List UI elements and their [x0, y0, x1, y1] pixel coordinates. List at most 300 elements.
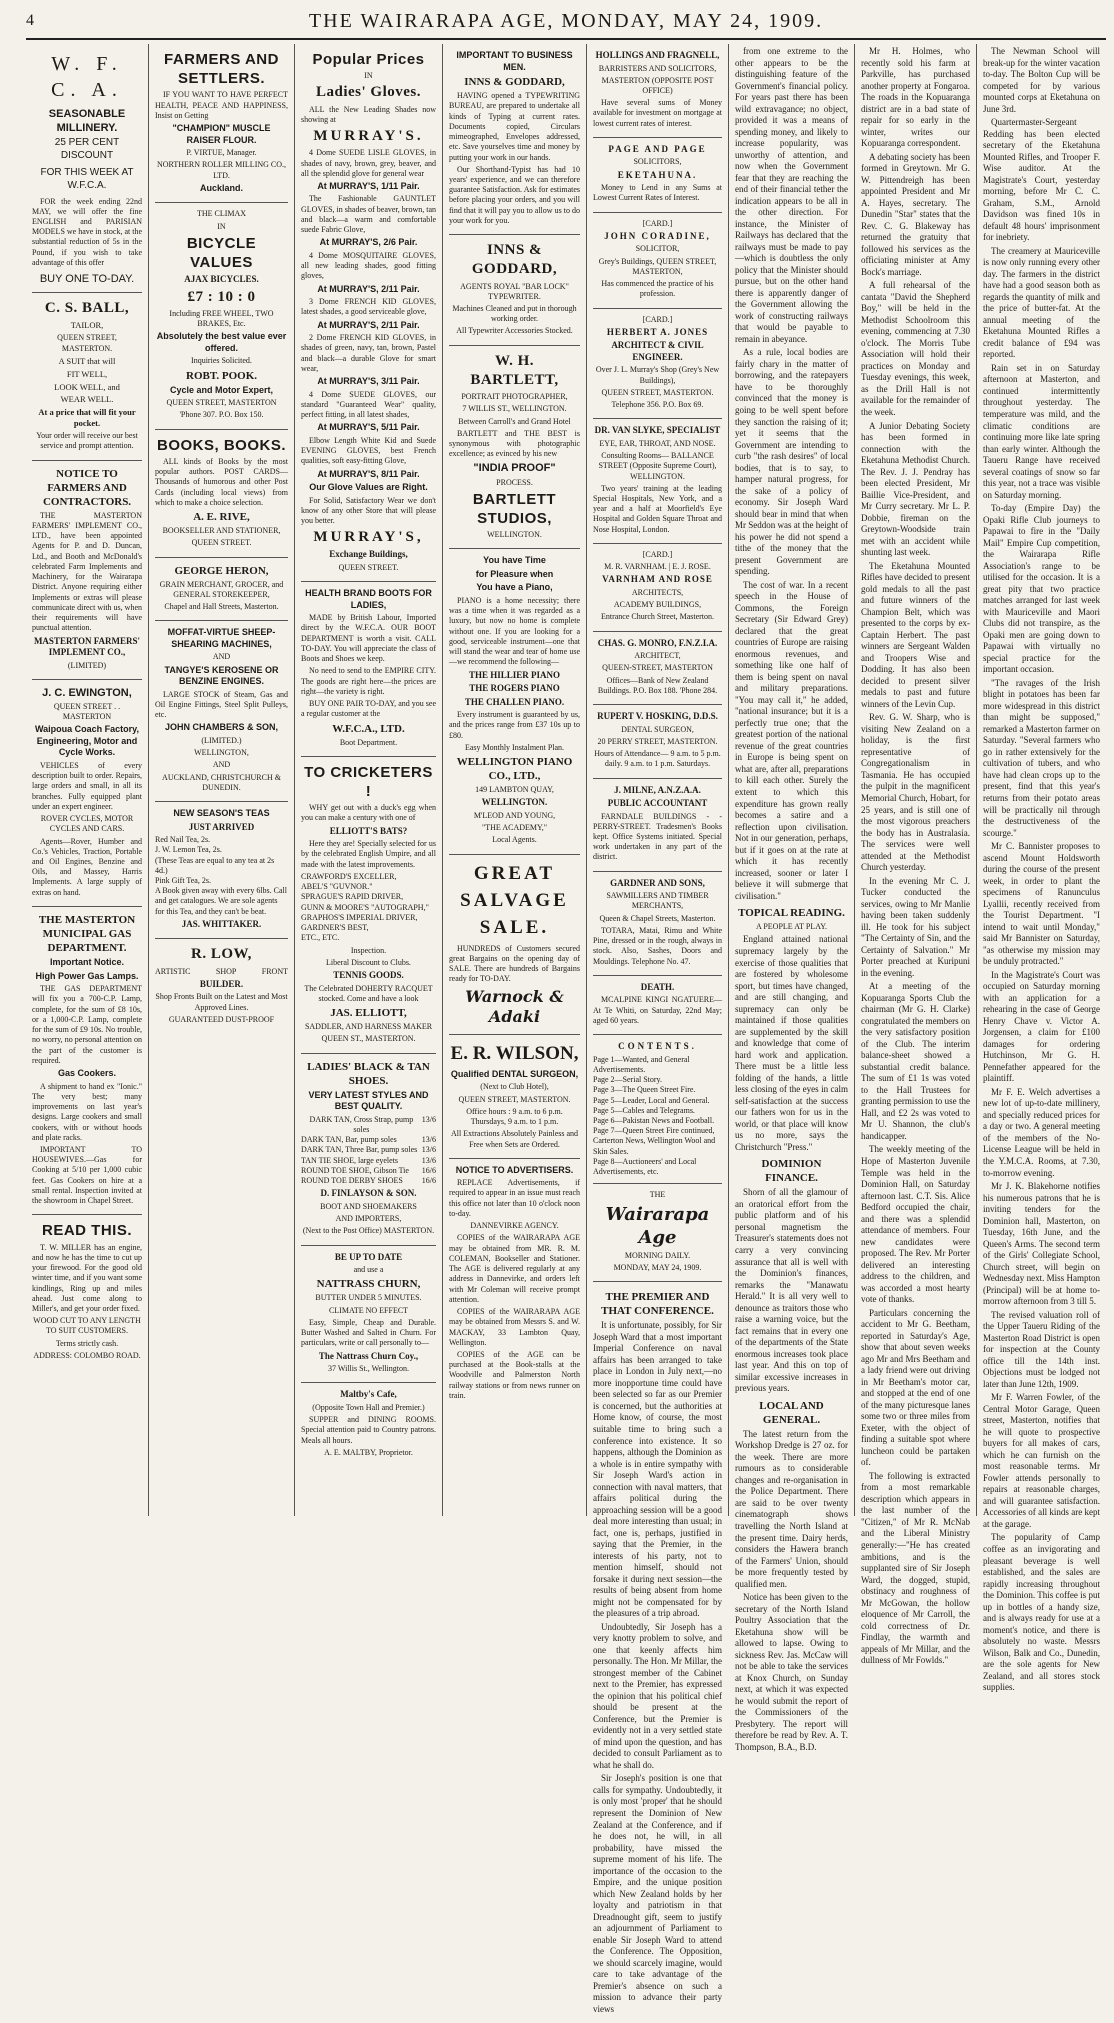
ad-liberal: Liberal Discount to Clubs. [326, 957, 411, 967]
list-item: Page 6—Pakistan News and Football. [593, 1116, 715, 1126]
teas-ad [155, 802, 288, 939]
ad-extra: Two years' training at the leading Special Hospitals, New York, and a year and a half at Moorfield's Eye Hospital and Golden Square Throat and Nose Hospital, London. [593, 483, 722, 534]
hollings-ad [593, 44, 722, 138]
ad-wood: WOOD CUT TO ANY LENGTH TO SUIT CUSTOMERS. [33, 1316, 141, 1336]
low-builder-ad [155, 939, 288, 1033]
article-paragraph: England attained national supremacy largely by the exercise of those qualities that are fostered by wholesome sport, but times have changed, and are still changing, and supremacy can only be maintained if those qualities are supplemented by the skill and knowledge that come of hard work and application. There must be a little less folding of the hands, a little less closing of the eyes in calm self-satisfaction at the success our fathers won for us in the world, or that place will know us no more, says the Christchurch "Press." [735, 934, 848, 1152]
list-item: GARDNER'S BEST, [301, 923, 369, 933]
gas-department-ad [32, 907, 142, 1215]
ad-dept: Boot Department. [339, 737, 398, 747]
ad-body: ALL kinds of Books by the most popular authors. POST CARDS—Thousands of humorous and other Post Cards (including local views) from which to make a choice selection. [155, 456, 288, 507]
glove-price: At MURRAY'S, 2/6 Pair. [319, 237, 418, 248]
ad-agents: Agents—Rover, Humber and Co.'s Vehicles, Traction, Portable and Oil Engines, Benzine and Oils, and Massey, Harris Implements. A large supply of extras on hand. [32, 836, 142, 897]
article-paragraph: The weekly meeting of the Hope of Masterton Juvenile Temple was held in the Dominion Hall, on Saturday afternoon last. C.T. Sis. Alice Bedford occupied the chair, and there was a splendid attendance of members. Four new candidates were proposed. The Rev. Mr Porter delivered an interesting address to the children, and was accorded a most hearty vote of thanks. [861, 1144, 970, 1305]
list-item: Page 3—The Queen Street Fire. [593, 1085, 696, 1095]
list-item: Page 2—Serial Story. [593, 1075, 663, 1085]
ad-copies3: COPIES of the AGE can be purchased at the Book-stalls at the Woodville and Palmerston North railway stations or from news runner on train. [449, 1350, 580, 1400]
ad-agency: DANNEVIRKE AGENCY. [470, 1221, 559, 1231]
card-label: [CARD.] [642, 314, 673, 324]
ad-solid: For Solid, Satisfactory Wear we don't know of any other Store that will please you better. [301, 495, 436, 526]
ad-trade: SADDLER, AND HARNESS MAKER [304, 1022, 433, 1032]
coradine-card [593, 213, 722, 309]
newspaper-title: THE WAIRARAPA AGE, MONDAY, MAY 24, 1909. [308, 10, 824, 32]
list-item: GRAPHOS'S IMPERIAL DRIVER, [301, 912, 418, 922]
ad-name: INNS & GODDARD, [464, 76, 565, 89]
wilson-dentist-ad [449, 1035, 580, 1159]
ad-trade: DENTAL SURGEON, [621, 724, 694, 734]
ad-addr: Grey's Buildings, QUEEN STREET, MASTERTON, [598, 256, 717, 276]
ad-includes: Including FREE WHEEL, TWO BRAKES, Etc. [169, 308, 274, 329]
mast-the: THE [649, 1190, 666, 1200]
ad-head: You have a Piano, [476, 582, 553, 593]
ad-rovers: ROVER CYCLES, MOTOR CYCLES AND CARS. [40, 814, 134, 834]
ad-inq: Inquiries Solicited. [191, 356, 252, 366]
ad-price: £7 : 10 : 0 [187, 288, 256, 305]
ad-city: WELLINGTON. [487, 530, 542, 540]
ad-title: LADIES' BLACK & TAN SHOES. [307, 1060, 430, 1087]
wfca-logo: W. F. C. A. [51, 53, 123, 101]
ad-cookers: Gas Cookers. [57, 1068, 117, 1079]
ad-hours: Office hours : 9 a.m. to 6 p.m. Thursdays, 9 a.m. to 1 p.m. [466, 1106, 563, 1127]
ad-body: THE MASTERTON FARMERS' IMPLEMENT CO., LTD., have been appointed Agents for P. and D. Duncan, Ltd., and Booth and McDonald's celebrated Farm Implements and Machinery, for the Wairarapa District. Anyone requiring either Implements or extras will please communicate direct with us, when their requirements will have punctual attention. [32, 510, 142, 633]
ad-line: LOOK WELL, and [54, 381, 120, 392]
ad-trade: TAILOR, [70, 320, 104, 331]
page-number: 4 [26, 12, 34, 29]
ad-title: TO CRICKETERS ! [304, 763, 433, 801]
glove-price: At MURRAY'S, 8/11 Pair. [317, 468, 420, 479]
ad-terms: Easy Monthly Instalment Plan. [464, 742, 565, 752]
ad-trade: SOLICITOR, [635, 244, 680, 254]
column-4 [442, 44, 586, 1516]
ad-best: Absolutely the best value ever offered. [156, 331, 287, 353]
ad-body: SUPPER and DINING ROOMS. Special attention paid to Country patrons. Meals all hours. [301, 1415, 436, 1445]
ad-name: JAS. ELLIOTT, [330, 1007, 407, 1020]
article-paragraph: In the Magistrate's Court was occupied on Saturday morning with an application for a rehearing in the case of George Henry Chave v. Victor A. Jorgensen, a claim for £100 damages for ordering Hutchinson, Mr G. H. Pennefather appeared for the plaintiff. [983, 969, 1100, 1084]
ad-buy: BUY ONE PAIR TO-DAY, and you see a regular customer at the [301, 699, 436, 719]
ad-body: BARTLETT and THE BEST is synonymous with photographic excellence; as evinced by his new [449, 428, 580, 459]
ad-phone: Telephone 356. P.O. Box 69. [611, 400, 704, 410]
ad-name: J. C. EWINGTON, [42, 686, 132, 699]
ad-note: Your order will receive our best service and prompt attention. [36, 431, 138, 451]
ad-bldg: ACADEMY BUILDINGS, [613, 600, 702, 610]
ad-imp: AND IMPORTERS, [335, 1214, 402, 1224]
column-3 [294, 44, 442, 1516]
article-paragraph: The latest return from the Workshop Dredge is 27 oz. for the week. There are more rumours as to considerable changes and re-organisation in the Police Department. There are said to be over twenty cinematograph shows travelling the North Island at the present time. Dairy herds, considers the Hawera branch of the Farmers' Union, should be more frequently tested by qualified men. [735, 1428, 848, 1589]
hosking-ad [593, 705, 722, 778]
column-7 [854, 44, 976, 1666]
article-paragraph: A Junior Debating Society has been formed in connection with the Eketahuna Methodist Church. The Rev. J. J. Pendray has been elected President, Mr Baillie Vice-President, and Mr Curry secretary. Mr L. P. Dobbie, fireman on the Greytown-Woodside train met with an accident while shunting last week. [861, 420, 970, 558]
ad-body: Have several sums of Money available for investment on mortgage at lowest current rates of interest. [593, 98, 722, 128]
ewington-ad [32, 680, 142, 907]
ad-sub: VERY LATEST STYLES AND BEST QUALITY. [308, 1089, 429, 1112]
ad-addr: MASTERTON (OPPOSITE POST OFFICE) [601, 75, 714, 95]
mast-name: Wairarapa Age [605, 1203, 710, 1248]
glove-item: The Fashionable GAUNTLET GLOVES, in shades of beaver, brown, tan and black—a warm and comfortable suede Fabric Glove, [301, 194, 436, 235]
article-paragraph: Mr J. K. Blakehorne notifies his numerous patrons that he is inviting tenders for the Dominion hall, Masterton, on Tuesday, 16th June, and the Queen's Arms. The second term of the Girls' Collegiate School, Church street, will begin on Wednesday next. Miss Hampton (Principal) will be at home to-morrow afternoon from 3 till 5. [983, 1181, 1100, 1307]
ad-copies2: COPIES of the WAIRARAPA AGE may be obtained from Messrs S. and W. MACKAY, 33 Lambton Quay, Wellington. [449, 1307, 580, 1347]
list-item: CRAWFORD'S EXCELLER, [301, 871, 397, 881]
ad-trade: Qualified DENTAL SURGEON, [450, 1068, 579, 1079]
ad-address: ADDRESS: COLOMBO ROAD. [33, 1350, 141, 1360]
table-row: ROUND TOE DERBY SHOES 16/6 [301, 1176, 436, 1186]
ad-line: FIT WELL, [66, 368, 108, 379]
list-item: Page 8—Auctioneers' and Local Advertisements, etc. [593, 1156, 697, 1177]
columns [26, 44, 1106, 2014]
mast-date: MONDAY, MAY 24, 1909. [613, 1262, 702, 1272]
ad-sub: BUTTER UNDER 5 MINUTES. [315, 1293, 422, 1303]
ad-title: SEASONABLE MILLINERY. [48, 108, 126, 135]
ad-office: Offices—Bank of New Zealand Buildings. P.O. Box 188. 'Phone 284. [597, 675, 718, 695]
ad-name: PAGE AND PAGE [608, 143, 707, 154]
ad-tennis: TENNIS GOODS. [333, 970, 404, 981]
column-5 [586, 44, 728, 2014]
ad-title: NOTICE TO ADVERTISERS. [455, 1164, 574, 1175]
article-paragraph: A debating society has been formed in Greytown. Mr G. W. Pittendreigh has been appointed President and Mr A. Hayes, secretary. The Dunedin "Star" states that the Rev. C. G. Blakeway has returned the gratuity that followed his services as the officiating minister at Amy Bock's marriage. [861, 151, 970, 277]
ad-company: MASTERTON FARMERS' IMPLEMENT CO., [33, 635, 141, 658]
ad-pre: THE CLIMAX [196, 209, 247, 219]
glove-price: At MURRAY'S, 2/11 Pair. [317, 283, 420, 294]
nattrass-churn-ad [301, 1246, 436, 1384]
ad-name: W. H. BARTLETT, [470, 352, 559, 388]
ad-body: REPLACE Advertisements, if required to appear in an issue must reach this office not later than 10 o'clock noon to-day. [449, 1178, 580, 1218]
ad-process: PROCESS. [496, 477, 533, 487]
list-item: THE HILLIER PIANO [468, 669, 561, 680]
article-paragraph: Mr F. Warren Fowler, of the Central Motor Garage, Queen street, Masterton, notifies that he will quote to prospective buyers for all makes of cars, which he can furnish on the most reasonable terms. Mr Fowler attends personally to repairs at reasonable charges, and will guarantee satisfaction. Accessories of all kinds are kept at the garage. [983, 1392, 1100, 1529]
ad-name: A. E. RIVE, [193, 511, 250, 524]
list-item: (These Teas are equal to any tea at 2s 4d.) [155, 855, 275, 875]
ad-name: JOHN CORADINE, [604, 230, 711, 241]
ad-extra: Our Shorthand-Typist has had 10 years' experience, and we can therefore guarantee Satisfaction. Ask for estimates before placing your orders, and you will find that it will pay you to allow us to do your work for you. [449, 164, 580, 225]
ad-painless: All Extractions Absolutely Painless and Free when Sets are Ordered. [450, 1129, 579, 1149]
list-item: J. W. Lemon Tea, 2s. [155, 845, 222, 855]
ad-discount: 25 PER CENT DISCOUNT [54, 137, 120, 162]
ad-body: TOTARA, Matai, Rimu and White Pine, dressed or in the rough, always in stock. Also, Sashes, Doors and Mouldings. Telephone No. 47. [593, 925, 722, 966]
editorial-masthead [593, 1184, 722, 1282]
ad-trade: EYE, EAR, THROAT, AND NOSE. [599, 438, 716, 448]
table-row: DARK TAN, Cross Strap, pump soles 13/6 [309, 1114, 436, 1134]
ad-title: GARDNER AND SONS, [610, 877, 705, 888]
article-paragraph: The Newman School will break-up for the winter vacation to-day. The Bolton Cup will be competed for by various mounted corps at Eketahuna on June 3rd. [983, 46, 1100, 114]
ad-street: QUEEN ST., MASTERTON. [321, 1034, 416, 1044]
ad-store: W.F.C.A., LTD. [332, 722, 405, 735]
ad-city: WELLINGTON, [194, 748, 249, 758]
ad-addr: Chapel and Hall Streets, Masterton. [164, 602, 279, 612]
ad-trade: BOOKSELLER AND STATIONER, [162, 526, 281, 536]
article-paragraph: Rain set in on Saturday afternoon at Masterton, and continued intermittently throughout yesterday. The temperature was mild, and the climatic conditions are continuing more like late spring than early winter. Although the Taueru Range have received several coatings of snow so far this year, not a trace was visible on Saturday morning. [983, 362, 1100, 500]
ad-body: FOR the week ending 22nd MAY, we will offer the fine ENGLISH and PARISIAN MODELS we have in stock, at the substantial reduction of 5s in the Pound, if you wish to take advantage of this offer [32, 196, 142, 267]
list-item: THE CHALLEN PIANO. [464, 696, 565, 707]
ad-street: QUEEN STREET, MASTERTON. [601, 387, 714, 397]
article-paragraph: from one extreme to the other appears to be the distinguishing feature of the Government's financial policy. For years past there has been wild extravagance; no object, provided it was a means of spending money, and likely to increase popularity, was unworthy of attention, and now when the Government fear that they are reaching the end of their financial tether the indication appears to be all in the other direction. For instance, the Minister of Railways has declared that the railways must be made to pay—which is doubtless the only policy that the Minister should pursue, but on the other hand there is apparently danger of the Government allowing the work of constructing railways that would be payable to remain in abeyance. [735, 46, 848, 344]
ad-title: MOFFAT-VIRTUE SHEEP-SHEARING MACHINES, [167, 627, 276, 649]
article-paragraph: In the evening Mr C. J. Tucker conducted the services, owing to Mr Manlie having been taken suddenly ill. He took for his subject "The Certainty of Sin, and the Certainty of Salvation." Mr Porter preached at Kuripuni in the evening. [861, 875, 970, 978]
ad-body: T. W. MILLER has an engine, and now he has the time to cut up your firewood. For the good old winter time, and if you want some kindlings, Ring up and miles ahead. Just come along to Miller's, and get your order fixed. [32, 1242, 142, 1314]
ad-line: WEAR WELL. [60, 394, 114, 405]
ad-body: PIANO is a home necessity; there was a time when it was regarded as a luxury, but now no home is complete without one. If you are looking for a good, serviceable instrument—one that will stand the wear and tear of home use—we recommend the following— [449, 595, 580, 667]
ad-name: INNS & GODDARD, [471, 242, 558, 278]
climax-bicycle-ad [155, 203, 288, 429]
read-this-ad [32, 1215, 142, 1369]
ad-ajax: AJAX BICYCLES. [184, 274, 259, 285]
ad-hours: Hours of Attendance— 9 a.m. to 5 p.m. daily. 9 a.m. to 1 p.m. Saturdays. [594, 749, 721, 769]
article-paragraph: The creamery at Mauriceville is now only running every other day. The farmers in the district have had a good season both as regards the quantity of milk and the price of butter-fat. At the annual meeting of the Eketahuna Mounted Rifles a credit balance of £94 was reported. [983, 245, 1100, 360]
ad-housewives: IMPORTANT TO HOUSEWIVES.—Gas for Cooking at 5/10 per 1,000 cubic feet. Gas Cookers on hire at a small rental. Inspection invited at the showroom in Chapel Street. [32, 1145, 142, 1206]
ad-street: QUEEN STREET. [191, 538, 252, 548]
ad-empire: No need to send to the EMPIRE CITY. The goods are right here—the prices are right—the variety is right. [301, 666, 436, 696]
ad-name: NATTRASS CHURN, [316, 1278, 421, 1291]
ad-line: SALVAGE [460, 890, 569, 911]
gloves-ad [301, 44, 436, 582]
list-item: Page 1—Wanted, and General Advertisements. [593, 1054, 690, 1074]
article-paragraph: Quartermaster-Sergeant Redding has been elected secretary of the Eketahuna Mounted Rifles, and Trooper F. Wise auditor. At the Magistrate's Court, yesterday morning, before Mr C. C. Graham, S.M., Arnold Davidson was fined 10s in default 48 hours' imprisonment for inebriety. [983, 117, 1100, 243]
ad-addr: Over J. L. Murray's Shop (Grey's New Buildings), [595, 365, 720, 385]
ad-sub: Ladies' Gloves. [315, 84, 421, 101]
ad-guarantee: Every instrument is guaranteed by us, and the prices range from £37 10s up to £80. [449, 710, 580, 740]
ad-street: QUEEN STREET, MASTERTON. [57, 333, 117, 353]
ad-arrived: JUST ARRIVED [188, 821, 255, 832]
ad-body: HUNDREDS of Customers secured great Bargains on the opening day of SALE. There are hundreds of Bargains ready for TO-DAY. [449, 943, 580, 984]
premier-article [593, 1282, 722, 2023]
ad-here: Here they are! Specially selected for us by the celebrated English Umpire, and all made with the latest improvements. [301, 839, 436, 869]
article-paragraph: The cost of war. In a recent speech in the House of Commons, the Foreign Secretary (Sir Edward Grey) declared that the great countries of Europe are raising enormous revenues, and something like one half of them is being spent on naval and military preparations. "You may call it," he added, "national insurance; but it is a perfectly true one; that the greatest portion of the national revenue of the great countries in Europe is being spent on what are, after all, preparations to kill each other. Surely the extent to which this expenditure has grown really becomes a satire and a reflection upon civilisation. Not in our generation, perhaps, but if it goes on at the rate at which it has recently increased, sooner or later I believe it will submerge that civilisation." [735, 579, 848, 901]
glove-price: At MURRAY'S, 2/11 Pair. [317, 319, 420, 330]
ad-title: IMPORTANT TO BUSINESS MEN. [456, 50, 573, 72]
ad-bats: ELLIOTT'S BATS? [329, 825, 408, 836]
ad-body: VEHICLES of every description built to order. Repairs, large orders and small, in all its branches. Fully equipped plant under an expert engineer. [32, 760, 142, 811]
ad-name: R. LOW, [191, 946, 252, 963]
table-row: DARK TAN, Bar, pump soles 13/6 [301, 1135, 436, 1145]
ad-name: D. FINLAYSON & SON. [320, 1188, 417, 1199]
cricketers-ad [301, 757, 436, 1054]
ad-body: WHY get out with a duck's egg when you can make a century with one of [301, 803, 436, 823]
ad-cta: BUY ONE TO-DAY. [39, 273, 135, 286]
ad-firm: VARNHAM AND ROSE [602, 574, 713, 585]
ad-co: The Nattrass Churn Coy., [318, 1350, 419, 1361]
glove-item: Elbow Length White Kid and Suede EVENING GLOVES, best French qualities, soft easy-fitting Glove, [301, 435, 436, 466]
varnham-card [593, 544, 722, 632]
ad-invite: Inspection. [350, 945, 387, 955]
article-paragraph: The Eketahuna Mounted Rifles have decided to present gold medals to all the past and future winners of the Champion Belt, which was presented to the corps by ex-Captain Herbert. The past winners are Sergeant Walden and Troopers Wise and Dodding. It has also been decided to present silver medals to past and future winners of the Levin Cup. [861, 560, 970, 709]
article-paragraph: Particulars concerning the accident to Mr G. Beetham, reported in Saturday's Age, show that about seven weeks ago Mr and Mrs Beetham and a lady friend were out driving in Mr Beetham's motor car, and stopped at the end of one of the many picturesque lanes some two or three miles from Exeter, with the object of finding a suitable spot where luncheon could be partaken of. [861, 1307, 970, 1468]
article-paragraph: It is unfortunate, possibly, for Sir Joseph Ward that a most important Imperial Conference on naval affairs has been arranged to take place in London in July next,—no more inopportune time could have been selected so far as our Premier is concerned, but the authorities at Home know, of course, the most suitable time to bring such a conference into existence. It so happens, although the Dominion as a whole is in entire sympathy with Sir Joseph Ward's action in connection with naval matters, that affairs political during the approaching session will be a good deal more interesting than usual; in fact, one is, perhaps, justified in saying that the Premier, in the interests of his party, not to mention himself, should not forsake it during next session—the results of being absent from home might not be compensated for by the pleasures of a trip abroad. [593, 1320, 722, 1619]
article-title: THE PREMIER AND THAT CONFERENCE. [601, 1291, 714, 1318]
ad-trade: Cycle and Motor Expert, [169, 384, 274, 395]
article-paragraph: "The ravages of the Irish blight in potatoes has been far more widespread in this district than might be supposed," remarked a Masterton farmer on Saturday. "Several farmers who go in rather extensively for the cultivation of tubers, and who have had clean crops up to the present, find that this year's returns from their potato areas will be practically nil through the destructiveness of the scourge." [983, 677, 1100, 838]
ad-cookers-body: A shipment to hand ex "Ionic." The very best; many improvements on last year's designs. Large cookers and small cookers, with or without hoods and plate racks. [32, 1081, 142, 1142]
ad-name: GEORGE HERON, [174, 564, 269, 577]
article-paragraph: Mr H. Holmes, who recently sold his farm at Parkville, has purchased another property at Fongaroa. The roads in the Kopuaranga district are in a bad state of repair for so early in the winter, writes our Kopuaranga correspondent. [861, 46, 970, 149]
section-heading: DOMINION FINANCE. [761, 1158, 822, 1185]
ad-effect: CLIMATE NO EFFECT [328, 1305, 409, 1315]
article-paragraph: To-day (Empire Day) the Opaki Rifle Club journeys to Papawai to fire in the "Daily Mail" Empire Cup competition, the Wairarapa Rifle Association's range to be utilised for the occasion. It is a great pity that two practice matches arranged for last week with Mauriceville and Maori Clubs did not transpire, as the Opaki men are going down to Papawai with virtually no special practice for the important occasion. [983, 503, 1100, 675]
ad-street: QUEEN STREET . . MASTERTON [53, 701, 121, 722]
ad-body: MADE by British Labour, Imported direct by the W.F.C.A. OUR BOOT DEPARTMENT is worth a visit. CALL TO-DAY. You will appreciate the class of Boots and Shoes we keep. [301, 613, 436, 664]
ad-head: You have Time [483, 555, 546, 566]
list-item: Red Nail Tea, 2s. [155, 835, 211, 845]
column-6 [728, 44, 854, 1752]
ad-artistic: ARTISTIC [155, 966, 191, 976]
ad-and: AND [212, 652, 231, 662]
ad-name: JAS. WHITTAKER. [181, 918, 262, 929]
ad-line: A SUIT that will [58, 355, 116, 366]
glove-item: 2 Dome FRENCH KID GLOVES, in shades of green, navy, tan, brown, Pastel and black—a durable Glove for smart wear, [301, 333, 436, 373]
heron-ad [155, 558, 288, 622]
ad-trade: BOOT AND SHOEMAKERS [320, 1201, 417, 1211]
ad-addr: 149 LAMBTON QUAY, [475, 785, 554, 795]
ad-head: Waipoua Coach Factory, Engineering, Motor and Cycle Works. [34, 724, 139, 758]
ad-co: WELLINGTON PIANO CO., LTD., [456, 756, 573, 783]
ad-sub: TANGYE'S KEROSENE OR BENZINE ENGINES. [164, 664, 279, 687]
ad-addr: 7 WILLIS ST., WELLINGTON. [462, 404, 567, 414]
page-and-page-ad [593, 138, 722, 213]
monro-ad [593, 632, 722, 705]
ad-name: JOHN CHAMBERS & SON, [164, 722, 278, 733]
article-paragraph: The following is extracted from a most remarkable description which appears in the last number of the "Citizen," of Mr R. McNab and the Liberal Ministry generally:—"He has created ambitions, and is the supplanted sire of Sir Joseph Ward, the dogged, stupid, obstinacy and roughness of Mr McGowan, the hollow eloquence of Mr Carroll, the cold correctness of Dr. Findlay, the warmth and appeals of Mr Millar, and the dullness of Mr Fowlds." [861, 1470, 970, 1666]
ad-name: ROBT. POOK. [186, 369, 257, 382]
ad-product: "CHAMPION" MUSCLE RAISER FLOUR. [172, 123, 271, 145]
ad-city: Auckland. [199, 182, 243, 193]
article-paragraph: Undoubtedly, Sir Joseph has a very knotty problem to solve, and one that keenly affects him personally. The Hon. Mr Millar, the strongest member of the Cabinet next to the Premier, has expressed the opinion that his political chief should be present at the Conference, but the Premier is evidently not in a very settled state of mind upon the question, and has decided to consult Parliament as to what he shall do. [593, 1621, 722, 1770]
ad-shop: SHOP [215, 966, 237, 976]
column-1 [26, 44, 148, 1516]
ad-mill: NORTHERN ROLLER MILLING CO., LTD. [156, 160, 287, 180]
section-heading: LOCAL AND GENERAL. [759, 1399, 824, 1426]
ad-limited: (LIMITED) [67, 660, 107, 670]
shoes-ad [301, 1054, 436, 1246]
ad-trade: ARCHITECT & CIVIL ENGINEER. [611, 340, 704, 362]
gardner-ad [593, 872, 722, 976]
farmers-settlers-ad [155, 44, 288, 203]
inns-goddard-ad [449, 235, 580, 346]
ad-title: READ THIS. [41, 1222, 132, 1240]
ad-trade: ARCHITECTS, [631, 587, 684, 597]
ad-name: HOLLINGS AND FRAGNELL, [595, 50, 720, 60]
health-boots-ad [301, 582, 436, 757]
ad-title: Popular Prices [312, 51, 425, 68]
ad-ltd: (LIMITED.) [201, 735, 242, 745]
ad-title: HEALTH BRAND BOOTS FOR LADIES, [305, 588, 432, 610]
ad-addr: QUEEN STREET, MASTERTON. [458, 1094, 571, 1104]
contents-box [593, 1035, 722, 1184]
ad-line: SALE. [479, 917, 550, 939]
list-item: GUNN & MOORE'S "AUTOGRAPH," [301, 902, 429, 912]
article-paragraph: As a rule, local bodies are fairly chary in the matter of borrowing, and the ratepayers have to be thoroughly convinced that the money is going to be well spent before they sanction the raising of it; yet it seems that the Government are intending to curb "the rash desires" of local bodies, that is to say, to hamper natural progress, for the sake of a policy of economy. Sir Joseph Ward should bear in mind that when Mr Seddon was at the height of his power he did not spend a tithe of the money that the present Government are spending. [735, 347, 848, 577]
ad-title: NEW SEASON'S TEAS [173, 808, 270, 819]
ad-title: THE MASTERTON MUNICIPAL GAS DEPARTMENT. [38, 913, 136, 955]
ad-addr: (Next to the Post Office) MASTERTON. [302, 1226, 435, 1236]
books-ad [155, 430, 288, 558]
ad-shop-line [155, 967, 288, 977]
ad-addr: 20 PERRY STREET, MASTERTON. [597, 736, 718, 746]
ad-and: and use a [353, 1265, 384, 1275]
bartlett-ad [449, 346, 580, 550]
list-item: ABEL'S "GUVNOR." [301, 882, 373, 892]
ad-name: Maltby's Cafe, [340, 1389, 397, 1400]
column-2 [148, 44, 294, 1516]
ad-trade: SAWMILLERS AND TIMBER MERCHANTS, [606, 891, 709, 911]
ad-trade: GRAIN MERCHANT, GROCER, and GENERAL STOREKEEPER, [159, 579, 284, 599]
ad-body: HAVING opened a TYPEWRITING BUREAU, are prepared to undertake all kinds of Typing at current rates. Documents copied, Circulars mimeographed, Envelopes addressed, etc. Save yourselves time and money by putting your work in our hands. [449, 91, 580, 162]
article-paragraph: Mr C. Bannister proposes to ascend Mount Holdsworth during the course of the present week, in order to plant the specimens of Ranunculus Lyallii, recently received from the Tourist Department. "I intend to wait until Monday," said Mr Bannister on Saturday, "as otherwise my mission may be unduly protracted." [983, 841, 1100, 967]
ad-intro: ALL the New Leading Shades now showing at [301, 104, 436, 124]
list-item: SPRAGUE'S RAPID DRIVER, [301, 892, 404, 902]
maltby-cafe-ad [301, 1383, 436, 1466]
advertisers-notice [449, 1159, 580, 1409]
ad-academy: "THE ACADEMY," [481, 823, 548, 833]
business-men-ad [449, 44, 580, 235]
ad-others: AUCKLAND, CHRISTCHURCH & DUNEDIN. [162, 772, 281, 792]
ad-agents: M'LEOD AND YOUNG, [473, 810, 556, 820]
ad-proof: "INDIA PROOF" [473, 462, 556, 475]
ad-city: EKETAHUNA. [617, 169, 698, 180]
ad-between: Between Carroll's and Grand Hotel [458, 416, 571, 426]
ad-front: FRONT [261, 966, 288, 976]
death-notice [593, 976, 722, 1035]
jones-card [593, 309, 722, 420]
ad-body: Machines Cleaned and put in thorough working order. [452, 304, 577, 324]
ad-name: C. S. BALL, [44, 300, 130, 317]
list-item: Pink Gift Tea, 2s. [155, 876, 211, 886]
ad-name: E. R. WILSON, [450, 1042, 579, 1064]
ad-title: DEATH. [640, 981, 675, 992]
glove-item: 3 Dome FRENCH KID GLOVES, latest shades, a good serviceable glove, [301, 297, 436, 317]
glove-item: 4 Dome SUEDE LISLE GLOVES, in shades of navy, brown, grey, beaver, and all the splendid glove for general wear [301, 148, 436, 178]
ad-street: QUEEN STREET. [338, 562, 399, 572]
ad-terms: Terms strictly cash. [55, 1338, 119, 1348]
list-item: A Book given away with every 6lbs. Call and get catalogues. We are sole agents for this Tea, and they can't be beat. [155, 886, 287, 916]
article-paragraph: The revised valuation roll of the Upper Taueru Riding of the Masterton Road District is open for inspection at the County office till the 14th inst. Objections must be lodged not later than June 12th, 1909. [983, 1309, 1100, 1389]
list-item: ETC., ETC. [301, 933, 340, 943]
table-row: DARK TAN, Three Bar, pump soles 13/6 [301, 1145, 436, 1155]
table-row: TAN TIE SHOE, large eyelets 13/6 [301, 1155, 436, 1165]
glove-price: At MURRAY'S, 3/11 Pair. [317, 376, 420, 387]
ad-name: RUPERT V. HOSKING, D.D.S. [597, 711, 718, 722]
ad-trade: PORTRAIT PHOTOGRAPHER, [461, 392, 568, 402]
ad-local: Local Agents. [492, 835, 537, 845]
ad-addr: QUEEN STREET, MASTERTON [166, 398, 277, 408]
list-item: Page 5—Cables and Telegrams. [593, 1105, 695, 1115]
article-paragraph: Shorn of all the glamour of an oratorical effort from the public platform and of his personal magnetism the Treasurer's statements does not carry a very convincing assurance that all is well with the Dominion's finances, remarks the "Manawatu Herald." It is all very well to denounce as traitors those who raise a warning voice, but the fact remains that in every one of the departments of the State enormous increases took place last year. And this on top of similar excessive increases in previous years. [735, 1187, 848, 1394]
glove-price: At MURRAY'S, 5/11 Pair. [317, 422, 420, 433]
ad-murrays: MURRAY'S, [313, 529, 424, 546]
article-paragraph: A full rehearsal of the cantata "David the Shepherd Boy," will be held in the Methodist Schoolroom this evening, commencing at 7.30 o'clock. The Morris Tube Association will hold their practices on Monday and Tuesday evenings, this week, as the Drill Hall is not available for the remainder of the week. [861, 280, 970, 417]
ad-title: CONTENTS. [618, 1041, 697, 1052]
wfca-millinery-ad [32, 44, 142, 293]
glove-price: At MURRAY'S, 1/11 Pair. [317, 180, 420, 191]
ad-addr: Queen & Chapel Streets, Masterton. [599, 913, 716, 923]
ad-in: IN [217, 221, 226, 231]
article-paragraph: Notice has been given to the secretary of the North Island Poultry Association that the Eketahuna show will be allowed to lapse. Owing to sickness Rev. Jas. McCaw will not be able to take the services at Knox Church, on Sunday next, at which it was expected he would submit the report of the Commissioners of the Presbytery. The report will therefore be read by Rev. A. T. Thompson, B.A., B.D. [735, 1592, 848, 1752]
ad-right: Our Glove Values are Right. [309, 482, 428, 493]
ad-body: THE GAS DEPARTMENT will fix you a 700-C.P. Lamp, complete, for the sum of £8 10s, or a 1,000-C.P. Lamp, complete for the sum of £9 10s. No trouble, no worry, no personal attention on the part of the customer is required. [32, 984, 142, 1065]
ad-body: Shop Fronts Built on the Latest and Most Approved Lines. [155, 992, 288, 1012]
ad-prop: A. E. MALTBY, Proprietor. [324, 1447, 413, 1457]
ad-signer: P. VIRTUE, Manager. [186, 148, 257, 158]
article-paragraph: Sir Joseph's position is one that calls for sympathy. Undoubtedly, it is only most 'proper' that he should represent the Dominion of New Zealand at the Conference, and if he does not, he will, in all probability, have missed the supreme moment of his life. The importance of the occasion to the Empire, and the unique position which New Zealand holds by her loyalty and patriotism in that Dreadnought gift, seem to justify an adjournment of Parliament to enable Sir Joseph Ward to attend the Conference. The Opposition, we should scarcely imagine, would care to take advantage of the Premier's absence on such a mission to advance their party views [593, 1773, 722, 2014]
ad-body: IF YOU WANT TO HAVE PERFECT HEALTH, PEACE AND HAPPINESS, Insist on Getting [155, 90, 288, 120]
article-paragraph: At a meeting of the Kopuaranga Sports Club the chairman (Mr G. H. Clarke) congratulated the members on the very satisfactory position of the Club. The interim balance-sheet showed a substantial credit balance. The sum of £1 1s was voted to the Hall Trustees for granting permission to use the Hall, and £2 2s was voted to Mr U. Shannon, the club's handicapper. [861, 981, 970, 1141]
ad-sub: Important Notice. [49, 957, 124, 968]
article-paragraph: The popularity of Camp coffee as an invigorating and pleasant beverage is well established, and the sales are rapidly increasing throughout the Dominion. This coffee is put up in bottles of a handy size, and is always ready for use at a moment's notice, and there is absolutely no waste. Messrs Wilson, Balk and Co., Dunedin, are the sole agents for New Zealand, and all stores stock supplies. [983, 1532, 1100, 1693]
ad-addr: 37 Willis St., Wellington. [328, 1364, 409, 1374]
ad-body: Consulting Rooms— BALLANCE STREET (Opposite Supreme Court), WELLINGTON. [598, 451, 717, 481]
list-item: THE ROGERS PIANO [469, 683, 560, 694]
table-row: ROUND TOE SHOE, Gibson Tie 16/6 [301, 1165, 436, 1175]
ad-guarantee: GUARANTEED DUST-PROOF [168, 1014, 275, 1024]
ad-body: Has commenced the practice of his profession. [601, 279, 714, 299]
list-item: Page 7—Queen Street Fire continued, Carterton News, Wellington Wool and Skin Sales. [593, 1126, 716, 1156]
section-heading: TOPICAL READING. [738, 907, 845, 920]
